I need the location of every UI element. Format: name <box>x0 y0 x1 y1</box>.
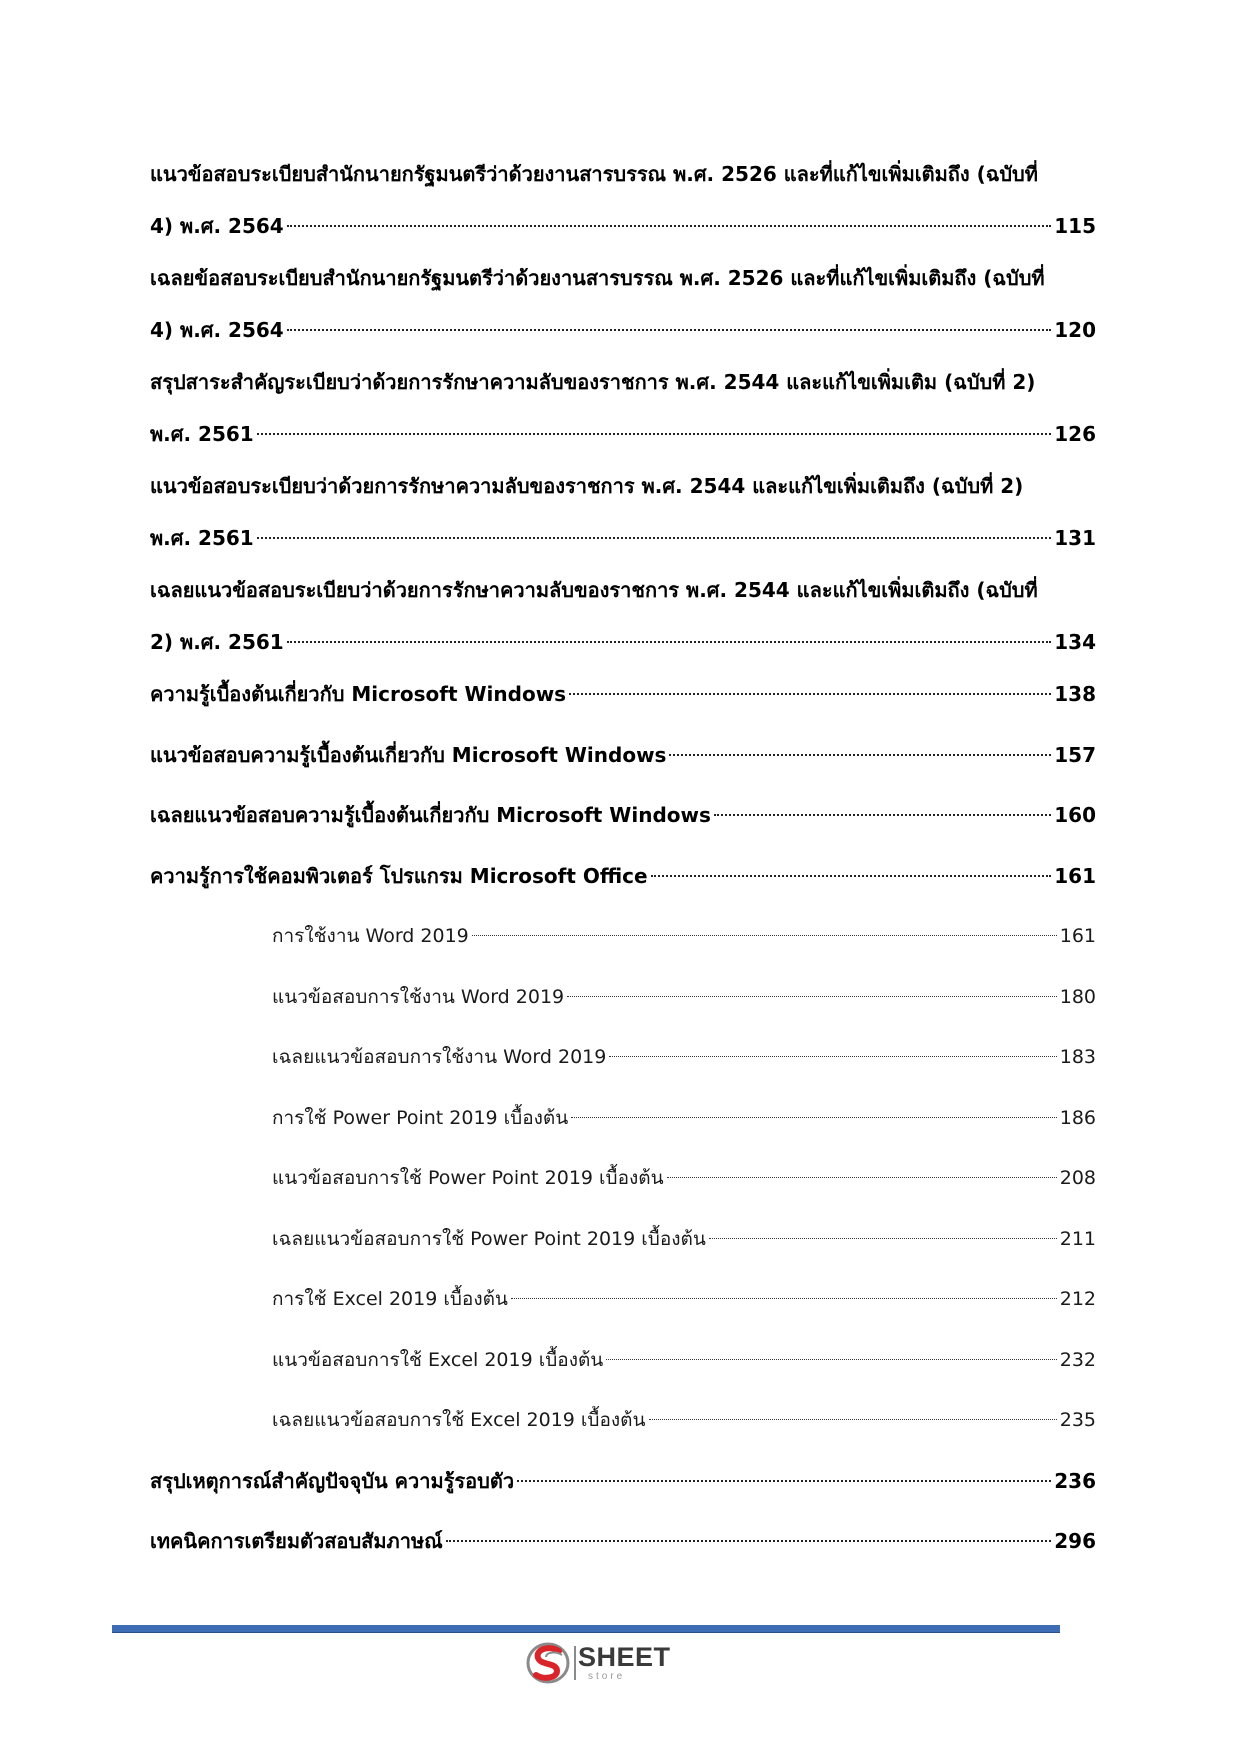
logo-divider <box>574 1646 576 1680</box>
toc-sub-entry-title: เฉลยแนวข้อสอบการใช้ Power Point 2019 เบื้องต้น <box>272 1227 706 1250</box>
toc-page-number: 161 <box>1059 925 1096 947</box>
toc-entry-title-cont: 4) พ.ศ. 2564 <box>150 318 284 342</box>
toc-page-number: 232 <box>1059 1348 1096 1371</box>
logo-subtitle: store <box>588 1671 626 1682</box>
toc-entry-title: สรุปสาระสำคัญระเบียบว่าด้วยการรักษาความลับของราชการ พ.ศ. 2544 และแก้ไขเพิ่มเติม (ฉบับที่ 2) <box>150 370 1036 394</box>
toc-entry-title-cont: พ.ศ. 2561 <box>150 422 254 446</box>
toc-entry[interactable] <box>150 729 1096 790</box>
toc-sub-entry[interactable] <box>150 1273 1096 1334</box>
toc-page-number: 183 <box>1059 1046 1096 1068</box>
dot-leader <box>709 1238 1057 1239</box>
dot-leader <box>287 641 1052 643</box>
toc-sub-entry-title: การใช้ Power Point 2019 เบื้องต้น <box>272 1106 569 1129</box>
toc-entry-title: เฉลยข้อสอบระเบียบสำนักนายกรัฐมนตรีว่าด้วยงานสารบรรณ พ.ศ. 2526 และที่แก้ไขเพิ่มเติมถึง (ฉบับที่ <box>150 266 1045 290</box>
toc-page-number: 126 <box>1054 422 1096 446</box>
sheet-store-s-icon <box>526 1640 576 1686</box>
dot-leader <box>446 1540 1052 1542</box>
toc-page-number: 235 <box>1059 1409 1096 1431</box>
dot-leader <box>667 1177 1057 1178</box>
toc-sub-entry-title: แนวข้อสอบการใช้งาน Word 2019 <box>272 985 565 1008</box>
toc-sub-entry-title: การใช้งาน Word 2019 <box>272 925 469 947</box>
toc-sub-entry[interactable] <box>150 1394 1096 1455</box>
toc-entry[interactable] <box>150 1455 1096 1516</box>
dot-leader <box>287 329 1052 331</box>
toc-page-number: 208 <box>1059 1167 1096 1189</box>
dot-leader <box>569 693 1051 695</box>
toc-sub-entry[interactable] <box>150 1031 1096 1092</box>
toc-entry[interactable] <box>150 148 1096 252</box>
toc-page-number: 138 <box>1054 682 1096 706</box>
dot-leader <box>257 537 1052 539</box>
toc-entry-title: เทคนิคการเตรียมตัวสอบสัมภาษณ์ <box>150 1529 443 1553</box>
toc-page-number: 120 <box>1054 318 1096 342</box>
toc-sub-entry[interactable] <box>150 1092 1096 1153</box>
dot-leader <box>649 1419 1057 1420</box>
toc-page-number: 236 <box>1054 1468 1096 1493</box>
dot-leader <box>517 1480 1051 1482</box>
toc-sub-entry-title: เฉลยแนวข้อสอบการใช้ Excel 2019 เบื้องต้น <box>272 1409 646 1431</box>
toc-entry-title: แนวข้อสอบระเบียบว่าด้วยการรักษาความลับของราชการ พ.ศ. 2544 และแก้ไขเพิ่มเติมถึง (ฉบับที่ 2) <box>150 474 1024 498</box>
dot-leader <box>511 1298 1057 1299</box>
toc-entry-title: แนวข้อสอบความรู้เบื้องต้นเกี่ยวกับ Microsoft Windows <box>150 742 667 767</box>
toc-page-number: 180 <box>1059 985 1096 1008</box>
dot-leader <box>257 433 1052 435</box>
toc-page-number: 157 <box>1054 742 1096 767</box>
toc-page-number: 160 <box>1054 803 1096 827</box>
footer-divider <box>112 1625 1060 1632</box>
toc-entry-title: แนวข้อสอบระเบียบสำนักนายกรัฐมนตรีว่าด้วยงานสารบรรณ พ.ศ. 2526 และที่แก้ไขเพิ่มเติมถึง (ฉบับที่ <box>150 162 1038 186</box>
toc-page-number: 296 <box>1054 1529 1096 1553</box>
toc-page-number: 186 <box>1059 1106 1096 1129</box>
toc-sub-entry[interactable] <box>150 971 1096 1032</box>
toc-entry[interactable] <box>150 1515 1096 1576</box>
toc-page-number: 161 <box>1054 863 1096 888</box>
logo-wordmark: SHEET <box>578 1642 671 1672</box>
sheet-store-logo <box>526 1640 686 1686</box>
dot-leader <box>472 935 1057 936</box>
toc-page-number: 134 <box>1054 630 1096 654</box>
toc-entry-title: เฉลยแนวข้อสอบความรู้เบื้องต้นเกี่ยวกับ Microsoft Windows <box>150 803 711 827</box>
dot-leader <box>714 814 1051 816</box>
toc-sub-entry[interactable] <box>150 1334 1096 1395</box>
toc-entry[interactable] <box>150 850 1096 911</box>
toc-entry-title-cont: 4) พ.ศ. 2564 <box>150 214 284 238</box>
toc-sub-entry[interactable] <box>150 1213 1096 1274</box>
toc-entry-title: สรุปเหตุการณ์สำคัญปัจจุบัน ความรู้รอบตัว <box>150 1468 515 1493</box>
toc-entry[interactable] <box>150 252 1096 356</box>
toc-entry-title-cont: 2) พ.ศ. 2561 <box>150 630 284 654</box>
toc-sub-entry[interactable] <box>150 1152 1096 1213</box>
toc-sub-entry[interactable] <box>150 910 1096 971</box>
dot-leader <box>567 996 1057 997</box>
toc-entry[interactable] <box>150 356 1096 460</box>
dot-leader <box>606 1359 1056 1360</box>
dot-leader <box>571 1117 1056 1118</box>
toc-page-number: 211 <box>1059 1227 1096 1250</box>
dot-leader <box>669 754 1051 756</box>
toc-entry[interactable] <box>150 789 1096 850</box>
toc-entry-title-cont: พ.ศ. 2561 <box>150 526 254 550</box>
toc-sub-entry-title: การใช้ Excel 2019 เบื้องต้น <box>272 1288 508 1310</box>
toc-sub-entry-title: แนวข้อสอบการใช้ Power Point 2019 เบื้องต้น <box>272 1167 664 1189</box>
toc-entry-title: เฉลยแนวข้อสอบระเบียบว่าด้วยการรักษาความลับของราชการ พ.ศ. 2544 และแก้ไขเพิ่มเติมถึง (ฉบับที่ <box>150 578 1038 602</box>
toc-sub-entry-title: แนวข้อสอบการใช้ Excel 2019 เบื้องต้น <box>272 1348 604 1371</box>
toc-entry-title: ความรู้การใช้คอมพิวเตอร์ โปรแกรม Microsoft Office <box>150 863 648 888</box>
dot-leader <box>287 225 1052 227</box>
toc-entry[interactable] <box>150 668 1096 729</box>
toc-entry[interactable] <box>150 564 1096 668</box>
toc-page-number: 131 <box>1054 526 1096 550</box>
toc-entry-title: ความรู้เบื้องต้นเกี่ยวกับ Microsoft Windows <box>150 682 567 706</box>
dot-leader <box>609 1056 1056 1057</box>
dot-leader <box>651 875 1052 877</box>
toc-page-number: 212 <box>1059 1288 1096 1310</box>
toc-entry[interactable] <box>150 460 1096 564</box>
table-of-contents <box>150 148 1096 1576</box>
toc-page-number: 115 <box>1054 214 1096 238</box>
toc-sub-entry-title: เฉลยแนวข้อสอบการใช้งาน Word 2019 <box>272 1046 607 1068</box>
